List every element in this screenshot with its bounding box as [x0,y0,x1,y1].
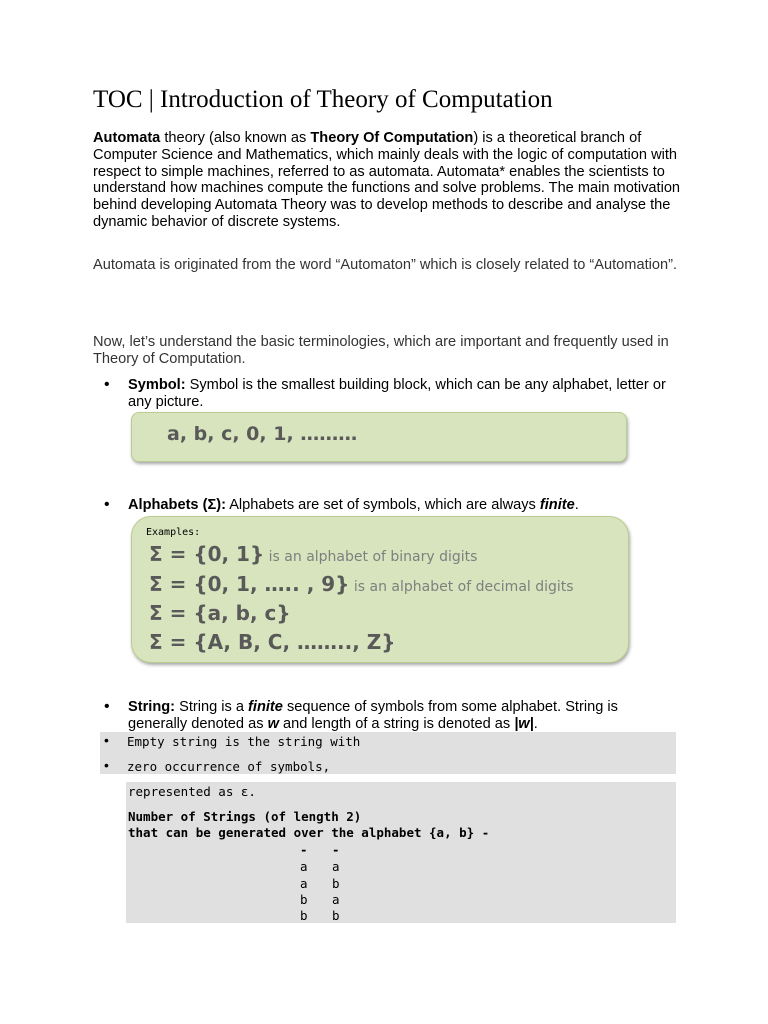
bullet-string: • [104,698,110,715]
automata-bold: Automata [93,130,161,146]
code-block-empty-string [100,732,676,774]
alphabets-item [128,497,673,514]
string-text-1: String is a [175,699,249,715]
alphabets-text-2: . [574,497,579,513]
intro-text-2: ) is a theoretical branch of Computer Science and Mathematics, which mainly deals with the logic of computation with respect to simple machines, referred to as automata. Automata* enables the scientists to understand how machines compute the functions and solve problems. The main motivation behind developing Automata Theory was to develop methods to describe and analyse the dynamic behavior of discrete systems. [93,130,681,230]
string-finite: finite [248,699,283,715]
alphabets-term: Alphabets (Σ): [128,497,226,513]
string-row-2-col-2: a [332,859,340,874]
code-heading-1: Number of Strings (of length 2) [128,809,362,824]
alphabet-desc-2: is an alphabet of decimal digits [349,579,574,595]
page-title: TOC | Introduction of Theory of Computation [93,86,553,113]
code-line-1: Empty string is the string with [127,734,361,749]
string-text-4: . [533,715,538,732]
alphabet-example-2 [149,572,574,596]
alphabet-example-3 [149,601,291,625]
code-line-3: represented as ε. [128,784,256,799]
code-heading-2: that can be generated over the alphabet {a, b} - [128,825,490,840]
intro-text-1: theory (also known as [160,130,311,146]
code-bullet-1: • [104,732,109,748]
string-item [128,699,673,733]
string-text-2: sequence of symbols from some alphabet. String is generally denoted as [128,699,618,732]
toc-bold: Theory Of Computation [310,130,474,146]
symbol-example: a, b, c, 0, 1, ……… [167,423,358,445]
examples-label: Examples: [146,527,201,538]
code-block-strings [126,782,676,923]
intro-paragraph [93,130,693,231]
alphabets-finite: finite [539,497,575,513]
string-row-5-col-2: b [332,908,340,923]
alphabet-example-1 [149,542,477,566]
bullet-symbol: • [104,376,110,393]
string-row-1-col-2: - [332,842,340,857]
string-length: |w| [514,715,534,732]
symbol-term: Symbol: [128,377,186,393]
string-row-3-col-2: b [332,876,340,891]
string-term: String: [128,699,176,715]
symbol-example-box [131,412,627,462]
string-row-2-col-1: a [300,859,308,874]
alphabets-text-1: Alphabets are set of symbols, which are always [225,497,540,513]
alphabet-expr-2: Σ = {0, 1, ….. , 9} [149,572,350,596]
alphabet-examples-box [131,516,629,663]
code-bullet-2: • [104,757,109,773]
string-row-3-col-1: a [300,876,308,891]
alphabet-expr-1: Σ = {0, 1} [149,542,265,566]
origin-paragraph: Automata is originated from the word “Automaton” which is closely related to “Automation”. [93,257,678,273]
bullet-alphabets: • [104,496,110,513]
string-text-3: and length of a string is denoted as [278,715,515,732]
string-row-5-col-1: b [300,908,308,923]
alphabet-expr-3: Σ = {a, b, c} [149,601,291,625]
alphabet-expr-4: Σ = {A, B, C, …….., Z} [149,630,396,654]
string-row-1-col-1: - [300,842,308,857]
terminology-paragraph: Now, let’s understand the basic terminologies, which are important and frequently used in Theory of Computation. [93,334,669,367]
string-row-4-col-1: b [300,892,308,907]
code-line-2: zero occurrence of symbols, [127,759,331,774]
alphabet-example-4 [149,630,396,654]
string-w: w [267,715,279,732]
alphabet-desc-1: is an alphabet of binary digits [264,549,478,565]
symbol-text: Symbol is the smallest building block, which can be any alphabet, letter or any picture. [128,377,666,410]
string-row-4-col-2: a [332,892,340,907]
symbol-item [128,377,673,411]
